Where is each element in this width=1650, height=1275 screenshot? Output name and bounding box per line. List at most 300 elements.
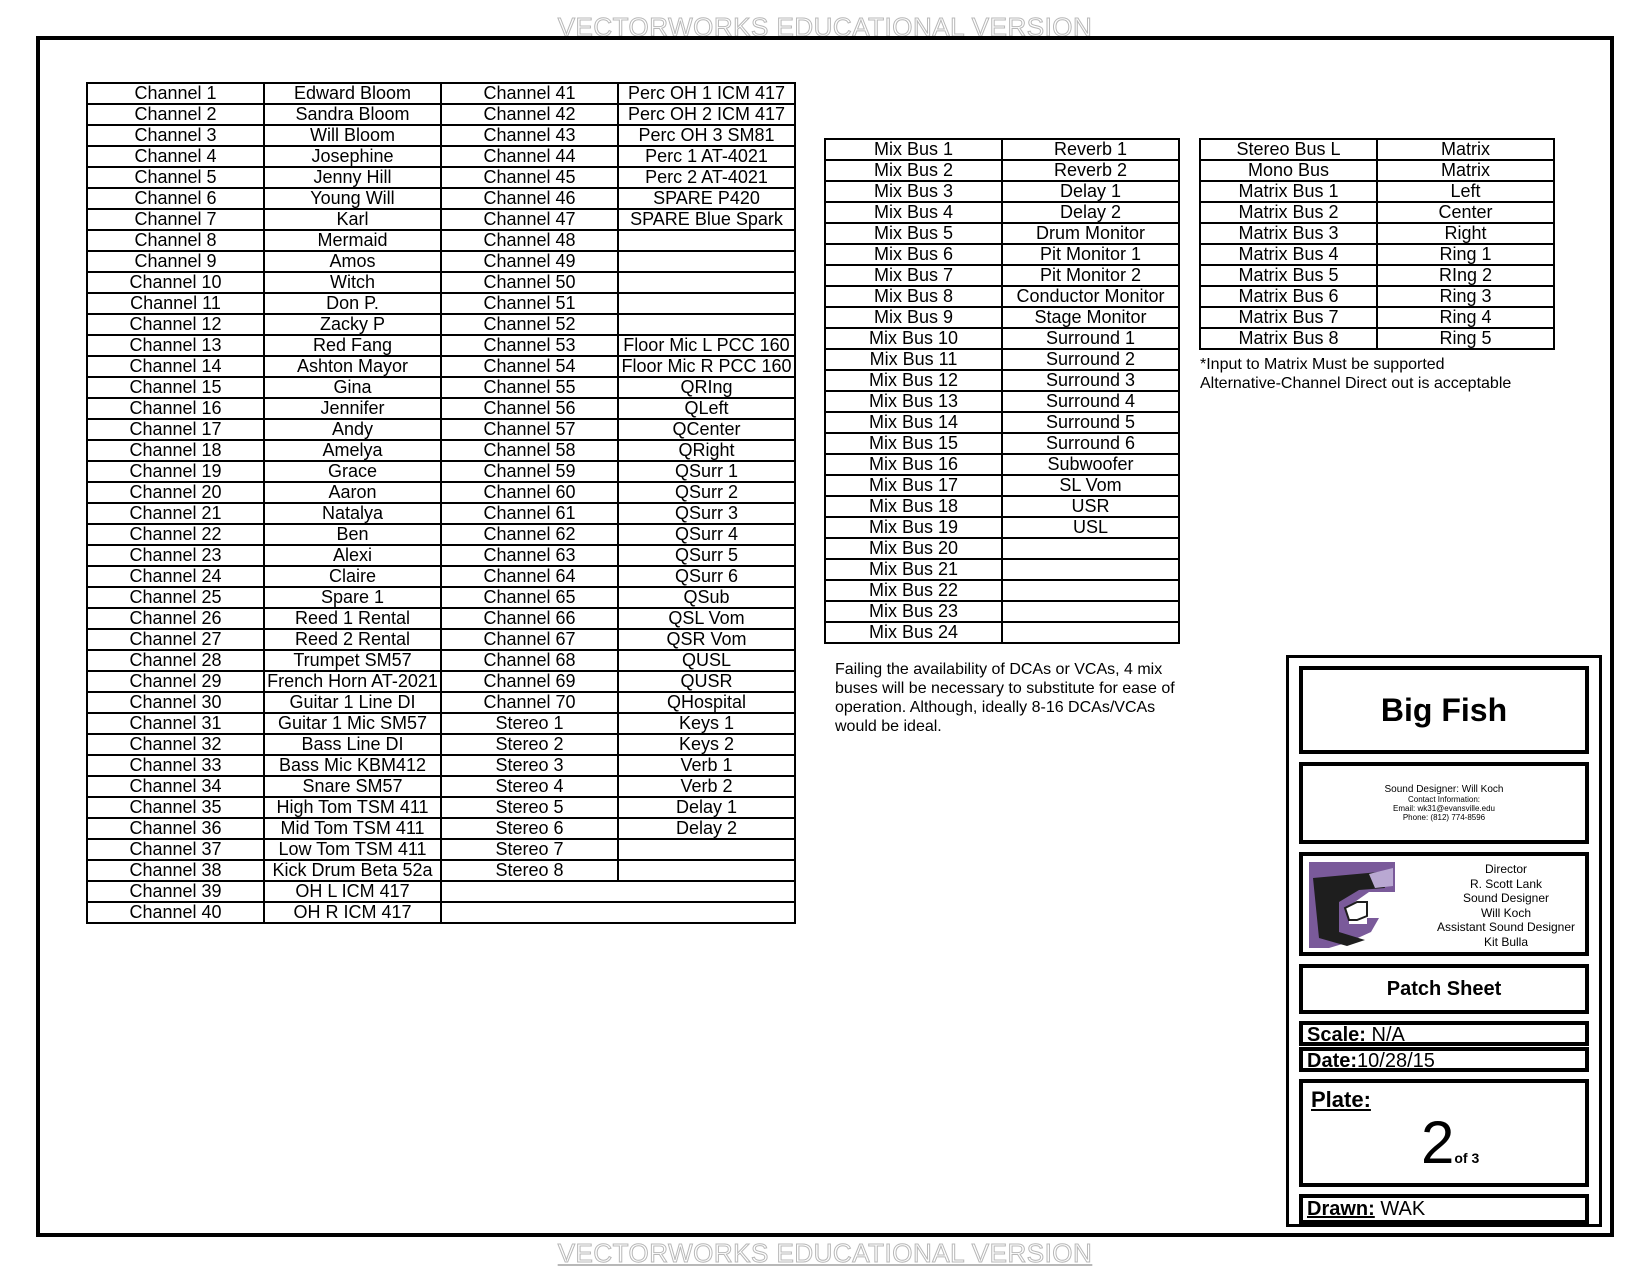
crew-line: R. Scott Lank xyxy=(1469,876,1543,891)
table-cell: Channel 20 xyxy=(87,482,264,503)
table-cell: Spare 1 xyxy=(264,587,441,608)
table-cell: Channel 36 xyxy=(87,818,264,839)
table-cell: Stereo 8 xyxy=(441,860,618,881)
mix-bus-row xyxy=(825,307,1179,328)
table-cell xyxy=(1002,559,1179,580)
table-cell: Matrix Bus 2 xyxy=(1200,202,1377,223)
crew-line: Assistant Sound Designer xyxy=(1436,920,1576,934)
table-cell: Josephine xyxy=(264,146,441,167)
matrix-bus-table xyxy=(1199,138,1555,350)
table-cell: Channel 34 xyxy=(87,776,264,797)
channel-row xyxy=(87,797,795,818)
table-cell xyxy=(1002,601,1179,622)
table-cell: Channel 9 xyxy=(87,251,264,272)
table-cell: Mix Bus 4 xyxy=(825,202,1002,223)
channel-row xyxy=(87,272,795,293)
table-cell: Channel 69 xyxy=(441,671,618,692)
mix-bus-row xyxy=(825,370,1179,391)
table-cell: Right xyxy=(1377,223,1554,244)
table-cell: QRIng xyxy=(618,377,795,398)
table-cell: Stereo 7 xyxy=(441,839,618,860)
table-cell: Channel 44 xyxy=(441,146,618,167)
dca-note: Failing the availability of DCAs or VCAs, 4 mix buses will be necessary to substitute for ease of operation. Although, ideally 8-16 DCAs/VCAs would be ideal. xyxy=(835,661,1175,735)
mix-bus-row xyxy=(825,391,1179,412)
table-cell: High Tom TSM 411 xyxy=(264,797,441,818)
channel-row xyxy=(87,314,795,335)
channel-row xyxy=(87,545,795,566)
blank-cell xyxy=(441,902,618,923)
table-cell: Channel 10 xyxy=(87,272,264,293)
table-cell: QSurr 4 xyxy=(618,524,795,545)
table-cell: Matrix Bus 7 xyxy=(1200,307,1377,328)
table-cell: Left xyxy=(1377,181,1554,202)
table-cell: Keys 1 xyxy=(618,713,795,734)
table-cell: Channel 28 xyxy=(87,650,264,671)
table-cell: Channel 52 xyxy=(441,314,618,335)
table-cell: Channel 15 xyxy=(87,377,264,398)
matrix-row xyxy=(1200,265,1554,286)
table-cell: Channel 51 xyxy=(441,293,618,314)
channel-row xyxy=(87,818,795,839)
table-cell: QSurr 3 xyxy=(618,503,795,524)
table-cell: Reverb 1 xyxy=(1002,139,1179,160)
channel-row xyxy=(87,860,795,881)
table-cell: Mix Bus 11 xyxy=(825,349,1002,370)
table-cell: Channel 41 xyxy=(441,83,618,104)
table-cell: Channel 32 xyxy=(87,734,264,755)
table-cell: Zacky P xyxy=(264,314,441,335)
table-cell: Channel 5 xyxy=(87,167,264,188)
table-cell: Perc OH 1 ICM 417 xyxy=(618,83,795,104)
matrix-row xyxy=(1200,139,1554,160)
table-cell: USR xyxy=(1002,496,1179,517)
table-cell: Mix Bus 20 xyxy=(825,538,1002,559)
show-title: Big Fish xyxy=(1299,666,1589,754)
date-field xyxy=(1299,1047,1589,1072)
table-cell: Surround 3 xyxy=(1002,370,1179,391)
table-cell: Mix Bus 21 xyxy=(825,559,1002,580)
table-cell: Natalya xyxy=(264,503,441,524)
channel-row xyxy=(87,839,795,860)
table-cell: OH R ICM 417 xyxy=(264,902,441,923)
table-cell: QCenter xyxy=(618,419,795,440)
sheet-name: Patch Sheet xyxy=(1299,964,1589,1014)
table-cell: QUSR xyxy=(618,671,795,692)
table-cell: OH L ICM 417 xyxy=(264,881,441,902)
drawn-field xyxy=(1299,1194,1589,1224)
table-cell: Mix Bus 18 xyxy=(825,496,1002,517)
channel-row xyxy=(87,83,795,104)
date-value: 10/28/15 xyxy=(1357,1050,1435,1072)
channel-row xyxy=(87,902,795,923)
table-cell: Gina xyxy=(264,377,441,398)
channel-patch-table xyxy=(86,82,796,924)
table-cell: Mix Bus 17 xyxy=(825,475,1002,496)
crew-line: Will Koch xyxy=(1480,905,1531,920)
channel-row xyxy=(87,230,795,251)
table-cell: Ring 4 xyxy=(1377,307,1554,328)
table-cell: Matrix Bus 5 xyxy=(1200,265,1377,286)
table-cell: Channel 58 xyxy=(441,440,618,461)
table-cell: QRight xyxy=(618,440,795,461)
table-cell: Karl xyxy=(264,209,441,230)
table-cell: Guitar 1 Line DI xyxy=(264,692,441,713)
table-cell: Mix Bus 13 xyxy=(825,391,1002,412)
table-cell: Pit Monitor 1 xyxy=(1002,244,1179,265)
table-cell: Perc OH 3 SM81 xyxy=(618,125,795,146)
channel-row xyxy=(87,692,795,713)
table-cell: Kick Drum Beta 52a xyxy=(264,860,441,881)
channel-row xyxy=(87,104,795,125)
table-cell: Mix Bus 2 xyxy=(825,160,1002,181)
title-block xyxy=(1286,655,1602,1227)
channel-row xyxy=(87,335,795,356)
scale-field xyxy=(1299,1021,1589,1046)
table-cell: Mix Bus 7 xyxy=(825,265,1002,286)
table-cell: Matrix Bus 8 xyxy=(1200,328,1377,349)
contact-heading: Contact Information: xyxy=(1407,795,1481,804)
table-cell: QSurr 2 xyxy=(618,482,795,503)
table-cell: Don P. xyxy=(264,293,441,314)
table-cell xyxy=(618,251,795,272)
matrix-row xyxy=(1200,286,1554,307)
mix-bus-row xyxy=(825,265,1179,286)
table-cell: Drum Monitor xyxy=(1002,223,1179,244)
blank-cell xyxy=(618,881,795,902)
table-cell: Mix Bus 8 xyxy=(825,286,1002,307)
table-cell: Surround 1 xyxy=(1002,328,1179,349)
channel-row xyxy=(87,755,795,776)
table-cell: Floor Mic L PCC 160 xyxy=(618,335,795,356)
table-cell: Ring 5 xyxy=(1377,328,1554,349)
mix-bus-row xyxy=(825,160,1179,181)
table-cell: Channel 64 xyxy=(441,566,618,587)
table-cell: Channel 21 xyxy=(87,503,264,524)
table-cell: Stage Monitor xyxy=(1002,307,1179,328)
table-cell: Channel 53 xyxy=(441,335,618,356)
matrix-row xyxy=(1200,181,1554,202)
mix-bus-row xyxy=(825,517,1179,538)
table-cell: Mix Bus 9 xyxy=(825,307,1002,328)
table-cell: Channel 66 xyxy=(441,608,618,629)
plate-of: of 3 xyxy=(1454,1150,1480,1166)
channel-row xyxy=(87,881,795,902)
table-cell: Channel 45 xyxy=(441,167,618,188)
table-cell: Mix Bus 3 xyxy=(825,181,1002,202)
table-cell: Channel 1 xyxy=(87,83,264,104)
channel-row xyxy=(87,209,795,230)
table-cell xyxy=(618,860,795,881)
table-cell: Channel 61 xyxy=(441,503,618,524)
table-cell: Channel 55 xyxy=(441,377,618,398)
channel-row xyxy=(87,650,795,671)
table-cell: Channel 29 xyxy=(87,671,264,692)
table-cell: QHospital xyxy=(618,692,795,713)
table-cell: Surround 2 xyxy=(1002,349,1179,370)
table-cell: Jennifer xyxy=(264,398,441,419)
mix-bus-row xyxy=(825,202,1179,223)
table-cell: Channel 24 xyxy=(87,566,264,587)
table-cell: Channel 56 xyxy=(441,398,618,419)
table-cell: Reverb 2 xyxy=(1002,160,1179,181)
table-cell: QSL Vom xyxy=(618,608,795,629)
table-cell: Bass Mic KBM412 xyxy=(264,755,441,776)
table-cell: Channel 4 xyxy=(87,146,264,167)
table-cell: Amos xyxy=(264,251,441,272)
mix-bus-row xyxy=(825,328,1179,349)
table-cell: Channel 40 xyxy=(87,902,264,923)
table-cell: Center xyxy=(1377,202,1554,223)
table-cell: Channel 57 xyxy=(441,419,618,440)
table-cell: Channel 11 xyxy=(87,293,264,314)
channel-row xyxy=(87,461,795,482)
table-cell: Channel 8 xyxy=(87,230,264,251)
table-cell: Channel 7 xyxy=(87,209,264,230)
table-cell: QSurr 1 xyxy=(618,461,795,482)
channel-row xyxy=(87,671,795,692)
channel-row xyxy=(87,377,795,398)
table-cell: QSub xyxy=(618,587,795,608)
table-cell: Channel 2 xyxy=(87,104,264,125)
table-cell: Channel 67 xyxy=(441,629,618,650)
table-cell: Amelya xyxy=(264,440,441,461)
crew-list xyxy=(1421,862,1591,949)
channel-row xyxy=(87,167,795,188)
channel-row xyxy=(87,146,795,167)
table-cell: Aaron xyxy=(264,482,441,503)
channel-row xyxy=(87,356,795,377)
table-cell: Channel 30 xyxy=(87,692,264,713)
table-cell: Verb 1 xyxy=(618,755,795,776)
table-cell: Channel 18 xyxy=(87,440,264,461)
channel-row xyxy=(87,587,795,608)
table-cell: Conductor Monitor xyxy=(1002,286,1179,307)
table-cell: Young Will xyxy=(264,188,441,209)
mix-bus-row xyxy=(825,349,1179,370)
table-cell: SPARE Blue Spark xyxy=(618,209,795,230)
table-cell: Surround 4 xyxy=(1002,391,1179,412)
contact-phone: Phone: (812) 774-8596 xyxy=(1402,813,1486,822)
table-cell: QUSL xyxy=(618,650,795,671)
table-cell: Mix Bus 14 xyxy=(825,412,1002,433)
table-cell: Stereo Bus L xyxy=(1200,139,1377,160)
crew-box xyxy=(1299,852,1589,956)
blank-cell xyxy=(618,902,795,923)
table-cell xyxy=(1002,580,1179,601)
table-cell: Channel 27 xyxy=(87,629,264,650)
contact-email: Email: wk31@evansville.edu xyxy=(1393,804,1495,813)
table-cell: Channel 17 xyxy=(87,419,264,440)
table-cell: Edward Bloom xyxy=(264,83,441,104)
table-cell: Grace xyxy=(264,461,441,482)
channel-row xyxy=(87,566,795,587)
channel-row xyxy=(87,293,795,314)
table-cell xyxy=(618,314,795,335)
table-cell: Subwoofer xyxy=(1002,454,1179,475)
table-cell: RIng 2 xyxy=(1377,265,1554,286)
channel-row xyxy=(87,776,795,797)
table-cell: Surround 5 xyxy=(1002,412,1179,433)
channel-row xyxy=(87,419,795,440)
matrix-row xyxy=(1200,328,1554,349)
channel-row xyxy=(87,398,795,419)
table-cell: Mix Bus 23 xyxy=(825,601,1002,622)
table-cell: Channel 68 xyxy=(441,650,618,671)
table-cell: QSR Vom xyxy=(618,629,795,650)
scale-value: N/A xyxy=(1365,1024,1405,1046)
table-cell: Delay 2 xyxy=(1002,202,1179,223)
table-cell: Channel 43 xyxy=(441,125,618,146)
table-cell xyxy=(618,272,795,293)
table-cell: Bass Line DI xyxy=(264,734,441,755)
channel-row xyxy=(87,125,795,146)
date-label: Date: xyxy=(1307,1050,1358,1072)
table-cell: Channel 19 xyxy=(87,461,264,482)
table-cell: Channel 59 xyxy=(441,461,618,482)
plate-field xyxy=(1299,1079,1589,1187)
matrix-row xyxy=(1200,202,1554,223)
matrix-note-line: Alternative-Channel Direct out is acceptable xyxy=(1200,375,1512,392)
table-cell: Reed 2 Rental xyxy=(264,629,441,650)
channel-row xyxy=(87,188,795,209)
channel-row xyxy=(87,608,795,629)
table-cell: Mix Bus 19 xyxy=(825,517,1002,538)
table-cell: Channel 39 xyxy=(87,881,264,902)
table-cell: Channel 37 xyxy=(87,839,264,860)
table-cell: SPARE P420 xyxy=(618,188,795,209)
table-cell: Channel 23 xyxy=(87,545,264,566)
mix-bus-row xyxy=(825,622,1179,643)
channel-row xyxy=(87,251,795,272)
table-cell: Channel 47 xyxy=(441,209,618,230)
crew-line: Sound Designer xyxy=(1462,891,1550,905)
table-cell xyxy=(1002,622,1179,643)
table-cell: Channel 70 xyxy=(441,692,618,713)
crew-line: Kit Bulla xyxy=(1483,934,1529,949)
mix-bus-row xyxy=(825,454,1179,475)
table-cell: Keys 2 xyxy=(618,734,795,755)
table-cell: Reed 1 Rental xyxy=(264,608,441,629)
plate-number-value: 2 xyxy=(1421,1109,1455,1176)
channel-row xyxy=(87,440,795,461)
matrix-row xyxy=(1200,307,1554,328)
table-cell: Surround 6 xyxy=(1002,433,1179,454)
table-cell: Guitar 1 Mic SM57 xyxy=(264,713,441,734)
channel-row xyxy=(87,713,795,734)
table-cell: Channel 22 xyxy=(87,524,264,545)
table-cell: Mix Bus 15 xyxy=(825,433,1002,454)
table-cell: Channel 26 xyxy=(87,608,264,629)
theatre-logo-icon xyxy=(1309,862,1395,948)
matrix-row xyxy=(1200,244,1554,265)
designer-line: Sound Designer: Will Koch xyxy=(1384,784,1504,795)
table-cell: Channel 63 xyxy=(441,545,618,566)
table-cell: Channel 65 xyxy=(441,587,618,608)
table-cell: French Horn AT-2021 xyxy=(264,671,441,692)
mix-bus-row xyxy=(825,139,1179,160)
scale-label: Scale: xyxy=(1307,1024,1366,1046)
mix-bus-row xyxy=(825,559,1179,580)
table-cell: Channel 42 xyxy=(441,104,618,125)
table-cell: Will Bloom xyxy=(264,125,441,146)
mix-bus-row xyxy=(825,601,1179,622)
mix-bus-row xyxy=(825,286,1179,307)
table-cell: QLeft xyxy=(618,398,795,419)
matrix-note-line: *Input to Matrix Must be supported xyxy=(1200,356,1445,373)
table-cell: Ring 1 xyxy=(1377,244,1554,265)
table-cell: Channel 6 xyxy=(87,188,264,209)
table-cell: Red Fang xyxy=(264,335,441,356)
table-cell: Channel 48 xyxy=(441,230,618,251)
table-cell: Channel 54 xyxy=(441,356,618,377)
drawn-label: Drawn: xyxy=(1307,1198,1375,1220)
watermark-top: VECTORWORKS EDUCATIONAL VERSION xyxy=(557,12,1093,42)
table-cell: Ben xyxy=(264,524,441,545)
plate-number xyxy=(1421,1109,1480,1188)
table-cell: Alexi xyxy=(264,545,441,566)
table-cell: USL xyxy=(1002,517,1179,538)
table-cell: Mix Bus 24 xyxy=(825,622,1002,643)
matrix-note xyxy=(1200,355,1511,393)
watermark-bottom: VECTORWORKS EDUCATIONAL VERSION xyxy=(557,1238,1093,1268)
table-cell: Low Tom TSM 411 xyxy=(264,839,441,860)
channel-row xyxy=(87,734,795,755)
mix-bus-table xyxy=(824,138,1180,644)
table-cell xyxy=(618,839,795,860)
blank-cell xyxy=(441,881,618,902)
table-cell: Mono Bus xyxy=(1200,160,1377,181)
table-cell: Mix Bus 12 xyxy=(825,370,1002,391)
table-cell: Pit Monitor 2 xyxy=(1002,265,1179,286)
table-cell: SL Vom xyxy=(1002,475,1179,496)
mix-bus-row xyxy=(825,223,1179,244)
mix-bus-row xyxy=(825,412,1179,433)
table-cell: Perc 2 AT-4021 xyxy=(618,167,795,188)
table-cell: Perc 1 AT-4021 xyxy=(618,146,795,167)
table-cell: Stereo 5 xyxy=(441,797,618,818)
mix-bus-row xyxy=(825,244,1179,265)
plate-label: Plate: xyxy=(1311,1087,1371,1112)
table-cell: Verb 2 xyxy=(618,776,795,797)
table-cell: Jenny Hill xyxy=(264,167,441,188)
mix-bus-row xyxy=(825,475,1179,496)
drawn-value: WAK xyxy=(1374,1198,1426,1220)
table-cell: Mix Bus 5 xyxy=(825,223,1002,244)
table-cell xyxy=(1002,538,1179,559)
table-cell: Stereo 6 xyxy=(441,818,618,839)
table-cell: Channel 62 xyxy=(441,524,618,545)
table-cell: Ring 3 xyxy=(1377,286,1554,307)
table-cell: Snare SM57 xyxy=(264,776,441,797)
mix-bus-row xyxy=(825,181,1179,202)
matrix-row xyxy=(1200,160,1554,181)
table-cell: Mix Bus 10 xyxy=(825,328,1002,349)
table-cell: Mix Bus 22 xyxy=(825,580,1002,601)
table-cell: Channel 14 xyxy=(87,356,264,377)
matrix-row xyxy=(1200,223,1554,244)
table-cell: Delay 2 xyxy=(618,818,795,839)
table-cell: Delay 1 xyxy=(1002,181,1179,202)
table-cell: Mix Bus 16 xyxy=(825,454,1002,475)
table-cell: Channel 16 xyxy=(87,398,264,419)
table-cell: Matrix Bus 6 xyxy=(1200,286,1377,307)
channel-row xyxy=(87,629,795,650)
table-cell: Channel 60 xyxy=(441,482,618,503)
table-cell: Channel 46 xyxy=(441,188,618,209)
table-cell: Channel 13 xyxy=(87,335,264,356)
table-cell: Delay 1 xyxy=(618,797,795,818)
channel-row xyxy=(87,503,795,524)
